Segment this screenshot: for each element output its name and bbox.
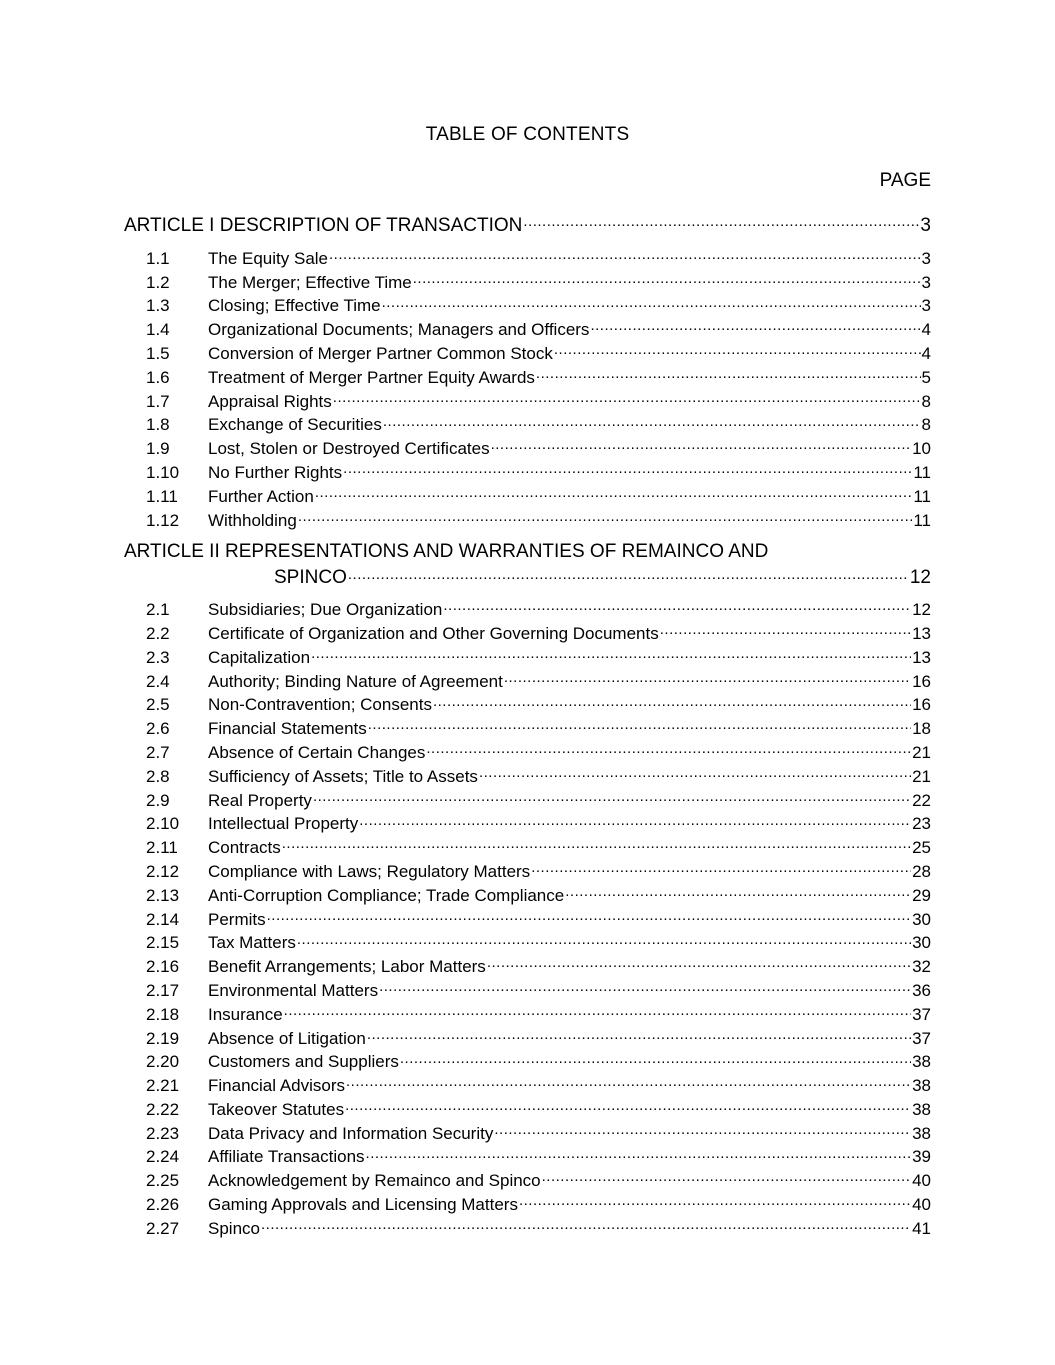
section-title: Treatment of Merger Partner Equity Awards [208,367,535,387]
section-page: 3 [921,248,931,268]
section-page: 18 [912,719,931,739]
section-number: 2.9 [146,790,170,810]
dot-leader [531,860,911,877]
section-page: 13 [912,623,931,643]
section-page: 40 [912,1171,931,1191]
section-title: Financial Statements [208,719,367,739]
dot-leader [333,390,921,407]
dot-leader [311,646,911,663]
article-1 [124,212,931,238]
section-title: Spinco [208,1218,260,1238]
dot-leader [382,294,921,311]
toc-entry[interactable] [124,741,931,765]
section-title: Sufficiency of Assets; Title to Assets [208,766,478,786]
toc-entry[interactable] [124,271,931,295]
article-page: 12 [909,567,931,589]
section-title: Further Action [208,486,314,506]
section-number: 2.26 [146,1195,180,1215]
article-heading[interactable] [124,564,931,590]
section-number: 2.10 [146,814,180,834]
dot-leader [542,1169,911,1186]
section-title: Non-Contravention; Consents [208,695,432,715]
dot-leader [345,1098,911,1115]
dot-leader [554,342,921,359]
article-2 [124,540,931,590]
page-column-header: PAGE [879,170,931,191]
section-title: Absence of Certain Changes [208,742,426,762]
section-page: 5 [921,367,931,387]
toc-entry[interactable] [124,366,931,390]
section-number: 1.12 [146,510,180,530]
section-title: Real Property [208,790,312,810]
dot-leader [315,485,913,502]
section-page: 23 [912,814,931,834]
section-page: 30 [912,909,931,929]
dot-leader [346,1074,911,1091]
section-page: 36 [912,980,931,1000]
section-title: Closing; Effective Time [208,296,381,316]
toc-entry[interactable] [124,294,931,318]
section-number: 2.21 [146,1076,180,1096]
section-number: 2.24 [146,1147,180,1167]
section-number: 1.8 [146,415,170,435]
section-page: 8 [921,415,931,435]
dot-leader [368,717,911,734]
toc-entry[interactable] [124,1050,931,1074]
section-page: 3 [921,272,931,292]
section-title: Conversion of Merger Partner Common Stock [208,343,553,363]
section-title: Lost, Stolen or Destroyed Certificates [208,439,490,459]
dot-leader [298,509,913,526]
section-page: 16 [912,695,931,715]
section-title: The Equity Sale [208,248,329,268]
toc-entry[interactable] [124,509,931,533]
toc-title: TABLE OF CONTENTS [425,124,630,145]
section-page: 39 [912,1147,931,1167]
section-page: 21 [912,766,931,786]
section-number: 2.23 [146,1123,180,1143]
dot-leader [590,318,920,335]
section-title: Data Privacy and Information Security [208,1123,494,1143]
dot-leader [536,366,921,383]
toc-entry[interactable] [124,1074,931,1098]
section-number: 2.11 [146,838,178,858]
section-title: Appraisal Rights [208,391,332,411]
section-number: 2.12 [146,861,180,881]
section-page: 40 [912,1195,931,1215]
section-page: 29 [912,885,931,905]
toc-entry[interactable] [124,247,931,271]
toc-entry[interactable] [124,485,931,509]
section-page: 41 [912,1218,931,1238]
section-title: Withholding [208,510,297,530]
table-of-contents [124,212,931,1249]
toc-entry[interactable] [124,318,931,342]
section-number: 2.19 [146,1028,180,1048]
dot-leader [297,931,911,948]
toc-entry[interactable] [124,717,931,741]
section-number: 1.6 [146,367,170,387]
dot-leader [313,789,911,806]
section-title: Tax Matters [208,933,296,953]
section-title: Permits [208,909,266,929]
section-number: 1.3 [146,296,170,316]
dot-leader [494,1122,911,1139]
section-number: 2.15 [146,933,180,953]
toc-entry[interactable] [124,1122,931,1146]
article-heading-line-1[interactable]: ARTICLE II REPRESENTATIONS AND WARRANTIES OF REMAINCO AND [124,541,769,563]
section-title: Gaming Approvals and Licensing Matters [208,1195,518,1215]
dot-leader [504,670,911,687]
section-title: Exchange of Securities [208,415,382,435]
section-page: 13 [912,647,931,667]
dot-leader [366,1145,912,1162]
toc-entry[interactable] [124,413,931,437]
section-title: Benefit Arrangements; Labor Matters [208,957,486,977]
article-heading[interactable] [124,212,931,238]
section-number: 1.4 [146,320,170,340]
section-title: Authority; Binding Nature of Agreement [208,671,503,691]
section-title: Customers and Suppliers [208,1052,399,1072]
section-page: 32 [912,957,931,977]
toc-entry[interactable] [124,931,931,955]
section-page: 10 [912,439,931,459]
section-number: 1.1 [146,248,170,268]
section-title: The Merger; Effective Time [208,272,412,292]
section-title: Absence of Litigation [208,1028,366,1048]
toc-entry[interactable] [124,693,931,717]
section-number: 1.11 [146,486,178,506]
section-title: Environmental Matters [208,980,379,1000]
toc-entry[interactable] [124,1193,931,1217]
section-title: Certificate of Organization and Other Governing Documents [208,623,659,643]
toc-entry[interactable] [124,836,931,860]
section-title: Capitalization [208,647,311,667]
dot-leader [433,693,911,710]
dot-leader [523,212,919,231]
section-page: 38 [912,1123,931,1143]
toc-entry[interactable] [124,955,931,979]
toc-entry[interactable] [124,1003,931,1027]
toc-entry[interactable] [124,1169,931,1193]
dot-leader [413,271,921,288]
section-number: 2.18 [146,1004,180,1024]
section-number: 1.7 [146,391,170,411]
dot-leader [565,884,911,901]
toc-entry[interactable] [124,598,931,622]
dot-leader [343,461,912,478]
toc-entry[interactable] [124,765,931,789]
toc-entry[interactable] [124,646,931,670]
section-number: 2.16 [146,957,180,977]
toc-entry[interactable] [124,1098,931,1122]
dot-leader [284,1003,911,1020]
section-page: 3 [921,296,931,316]
section-page: 12 [912,600,931,620]
dot-leader [426,741,911,758]
section-number: 2.13 [146,885,180,905]
dot-leader [261,1217,911,1234]
section-number: 2.2 [146,623,170,643]
section-title: Acknowledgement by Remainco and Spinco [208,1171,541,1191]
section-title: Affiliate Transactions [208,1147,365,1167]
article-page: 3 [920,215,931,236]
toc-entry[interactable] [124,437,931,461]
dot-leader [379,979,911,996]
toc-entry[interactable] [124,908,931,932]
dot-leader [383,413,921,430]
toc-entry[interactable] [124,789,931,813]
section-page: 38 [912,1076,931,1096]
section-number: 1.10 [146,462,180,482]
toc-entry[interactable] [124,979,931,1003]
section-title: Intellectual Property [208,814,359,834]
section-number: 2.5 [146,695,170,715]
section-number: 1.5 [146,343,170,363]
section-page: 38 [912,1099,931,1119]
dot-leader [359,812,911,829]
section-number: 2.20 [146,1052,180,1072]
section-title: Subsidiaries; Due Organization [208,600,443,620]
section-page: 22 [912,790,931,810]
section-title: Takeover Statutes [208,1099,345,1119]
section-number: 2.6 [146,719,170,739]
toc-entry[interactable] [124,812,931,836]
section-number: 2.4 [146,671,170,691]
section-number: 2.25 [146,1171,180,1191]
section-page: 28 [912,861,931,881]
section-page: 4 [921,343,931,363]
section-number: 2.17 [146,980,180,1000]
toc-entry[interactable] [124,670,931,694]
dot-leader [519,1193,911,1210]
article-2-sections [124,598,931,1241]
section-title: Anti-Corruption Compliance; Trade Compliance [208,885,565,905]
section-title: Compliance with Laws; Regulatory Matters [208,861,531,881]
toc-entry[interactable] [124,342,931,366]
section-number: 2.22 [146,1099,180,1119]
section-page: 38 [912,1052,931,1072]
dot-leader [267,908,911,925]
section-number: 2.7 [146,742,170,762]
toc-entry[interactable] [124,1217,931,1241]
section-title: Organizational Documents; Managers and Officers [208,320,590,340]
section-title: Contracts [208,838,281,858]
toc-entry[interactable] [124,1145,931,1169]
section-page: 11 [913,462,931,482]
section-page: 4 [921,320,931,340]
section-page: 37 [912,1028,931,1048]
section-title: Insurance [208,1004,283,1024]
toc-entry[interactable] [124,1027,931,1051]
toc-entry[interactable] [124,461,931,485]
section-page: 11 [913,510,931,530]
section-page: 8 [921,391,931,411]
dot-leader [491,437,912,454]
section-title: Financial Advisors [208,1076,346,1096]
section-page: 21 [912,742,931,762]
section-number: 1.2 [146,272,170,292]
section-number: 2.8 [146,766,170,786]
article-1-sections [124,247,931,533]
toc-entry[interactable] [124,860,931,884]
dot-leader [329,247,921,264]
dot-leader [660,622,911,639]
section-number: 2.1 [146,600,170,620]
section-page: 25 [912,838,931,858]
toc-entry[interactable] [124,622,931,646]
section-title: No Further Rights [208,462,343,482]
article-title: ARTICLE I DESCRIPTION OF TRANSACTION [124,215,523,236]
section-page: 11 [913,486,931,506]
dot-leader [282,836,911,853]
section-number: 2.14 [146,909,180,929]
dot-leader [400,1050,911,1067]
toc-entry[interactable] [124,884,931,908]
section-number: 1.9 [146,439,170,459]
section-number: 2.3 [146,647,170,667]
section-page: 30 [912,933,931,953]
dot-leader [487,955,911,972]
toc-entry[interactable] [124,390,931,414]
section-number: 2.27 [146,1218,180,1238]
section-page: 16 [912,671,931,691]
dot-leader [348,564,909,583]
section-page: 37 [912,1004,931,1024]
dot-leader [367,1027,911,1044]
article-title-continued: SPINCO [274,567,347,589]
dot-leader [443,598,911,615]
dot-leader [479,765,911,782]
